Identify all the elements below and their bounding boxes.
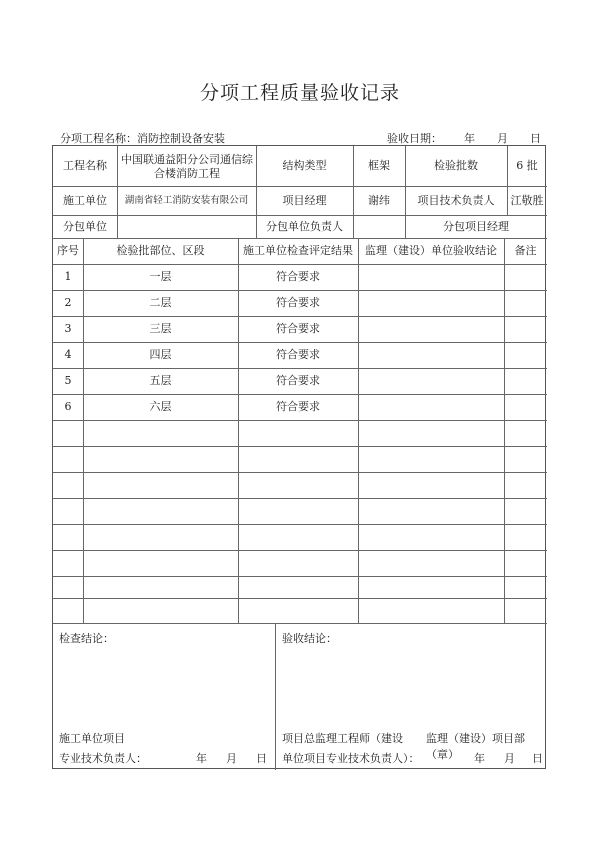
left-date-day: 日 bbox=[256, 752, 267, 765]
right-date-month: 月 bbox=[504, 752, 515, 765]
col-divider bbox=[504, 238, 505, 623]
row-result: 符合要求 bbox=[276, 322, 320, 335]
accept-conclusion-label: 验收结论： bbox=[282, 632, 337, 645]
col-divider bbox=[358, 238, 359, 623]
batch-label: 检验批数 bbox=[434, 159, 478, 172]
batch-value: 6 批 bbox=[516, 159, 538, 172]
project-name-label: 分项工程名称： bbox=[60, 132, 137, 145]
row-part: 三层 bbox=[149, 322, 172, 335]
project-value: 中国联通益阳分公司通信综合楼消防工程 bbox=[121, 153, 253, 180]
header-result: 施工单位检查评定结果 bbox=[243, 244, 353, 257]
row-divider bbox=[53, 472, 547, 473]
row-part: 二层 bbox=[149, 296, 172, 309]
manager-label: 项目经理 bbox=[282, 193, 327, 207]
header-part: 检验批部位、区段 bbox=[116, 244, 205, 257]
row-no: 4 bbox=[64, 348, 72, 361]
right-sig-line1b: 监理（建设）项目部（章） bbox=[426, 732, 525, 761]
inspection-date-label: 验收日期： bbox=[387, 132, 442, 145]
tech-lead-value: 江敬胜 bbox=[510, 193, 544, 207]
check-conclusion-label: 检查结论： bbox=[59, 632, 114, 645]
row-part: 四层 bbox=[149, 348, 172, 361]
subcontractor-label: 分包单位 bbox=[63, 219, 107, 233]
inspection-date-line bbox=[387, 130, 541, 146]
header-no: 序号 bbox=[57, 244, 79, 257]
row-part: 一层 bbox=[149, 270, 172, 283]
left-sig-line1: 施工单位项目 bbox=[59, 732, 125, 745]
contractor-label: 施工单位 bbox=[63, 193, 107, 207]
tech-lead-label: 项目技术负责人 bbox=[417, 193, 495, 207]
header-supervisor: 监理（建设）单位验收结论 bbox=[365, 244, 497, 257]
row-divider bbox=[53, 576, 547, 577]
row-result: 符合要求 bbox=[276, 400, 320, 413]
row-part: 六层 bbox=[149, 400, 172, 413]
row-result: 符合要求 bbox=[276, 374, 320, 387]
row-no: 2 bbox=[64, 296, 72, 309]
row-divider bbox=[53, 420, 547, 421]
sub-lead-label: 分包单位负责人 bbox=[266, 219, 343, 233]
date-year: 年 bbox=[464, 132, 475, 145]
header-remarks: 备注 bbox=[514, 244, 537, 257]
row-no: 3 bbox=[64, 322, 72, 335]
right-date-day: 日 bbox=[532, 752, 543, 765]
project-name-line bbox=[60, 130, 225, 146]
right-sig-line1a: 项目总监理工程师（建设 bbox=[282, 732, 403, 745]
left-date-month: 月 bbox=[226, 752, 237, 765]
date-day: 日 bbox=[530, 132, 541, 145]
structure-label: 结构类型 bbox=[282, 159, 327, 172]
row-result: 符合要求 bbox=[276, 348, 320, 361]
row-result: 符合要求 bbox=[276, 270, 320, 283]
left-date-year: 年 bbox=[196, 752, 207, 765]
row-divider bbox=[53, 498, 547, 499]
row-no: 5 bbox=[64, 374, 72, 387]
row-result: 符合要求 bbox=[276, 296, 320, 309]
row-divider bbox=[53, 446, 547, 447]
structure-value: 框架 bbox=[368, 159, 390, 172]
conclusion-divider bbox=[53, 623, 547, 624]
project-label: 工程名称 bbox=[63, 159, 107, 172]
page-title: 分项工程质量验收记录 bbox=[199, 82, 400, 104]
row-part: 五层 bbox=[149, 374, 172, 387]
sub-manager-label: 分包项目经理 bbox=[443, 219, 509, 233]
right-sig-line2: 单位项目专业技术负责人）： bbox=[282, 752, 420, 765]
conclusion-col-divider bbox=[275, 623, 276, 770]
row-divider bbox=[53, 598, 547, 599]
row-no: 1 bbox=[64, 270, 72, 283]
date-month: 月 bbox=[497, 132, 508, 145]
row-no: 6 bbox=[64, 400, 72, 413]
manager-value: 谢纬 bbox=[368, 193, 390, 207]
right-date-year: 年 bbox=[474, 752, 485, 765]
row-divider bbox=[53, 550, 547, 551]
contractor-value: 湖南省轻工消防安装有限公司 bbox=[124, 194, 249, 206]
row-divider bbox=[53, 524, 547, 525]
project-name-value: 消防控制设备安装 bbox=[137, 132, 225, 145]
record-table bbox=[52, 145, 546, 769]
left-sig-line2: 专业技术负责人： bbox=[59, 752, 147, 765]
